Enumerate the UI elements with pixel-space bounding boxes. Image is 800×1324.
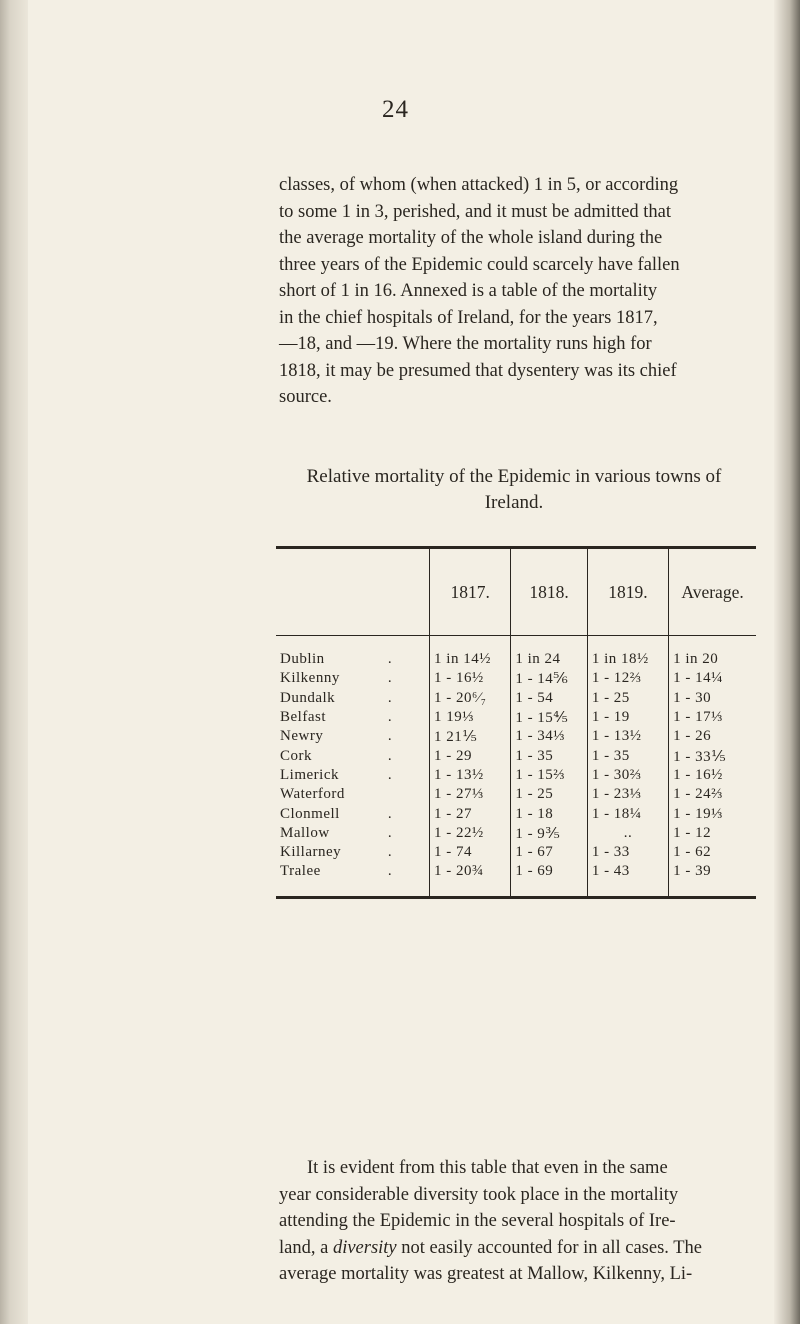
header-town [276,548,430,636]
table-row [276,669,756,688]
page-number: 24 [382,96,409,123]
leader-dot: . [387,863,393,880]
cell-1819: 1 - 13½ [587,727,668,746]
paragraph-line: the average mortality of the whole island during the [279,228,663,248]
cell-1817: 1 19⅓ [430,708,511,727]
leader-dot: . [387,689,393,706]
leader-dot: . [387,844,393,861]
cell-1819: 1 - 43 [587,862,668,897]
table-row [276,689,756,708]
cell-1817: 1 21⅕ [430,727,511,746]
town-cell [276,843,430,862]
cell-1819: 1 - 30⅔ [587,766,668,785]
leader-dot: . [387,805,393,822]
closing-paragraph [279,1155,749,1288]
cell-1817: 1 - 74 [430,843,511,862]
cell-average: 1 - 17⅓ [669,708,756,727]
town-cell [276,804,430,823]
town-cell [276,669,430,688]
leader-dot: . [387,747,393,764]
cell-1818: 1 - 54 [511,689,588,708]
cell-1818: 1 - 15⅘ [511,708,588,727]
paragraph-line: classes, of whom (when attacked) 1 in 5, or according [279,175,679,195]
header-1817: 1817. [430,548,511,636]
town-cell [276,727,430,746]
table-caption [279,464,749,516]
town-cell [276,766,430,785]
town-cell [276,689,430,708]
cell-average: 1 - 39 [669,862,756,897]
town-cell [276,708,430,727]
town-name: Kilkenny [280,670,340,687]
cell-1817: 1 - 16½ [430,669,511,688]
paragraph-line: —18, and —19. Where the mortality runs high for [279,334,652,354]
table-row [276,708,756,727]
cell-1819: 1 - 18¼ [587,804,668,823]
text-run: land, a [279,1237,333,1258]
page-binding-shadow [0,0,28,1324]
paragraph-line: year considerable diversity took place in the mortality [279,1184,679,1205]
town-name: Dublin [280,651,325,668]
cell-1818: 1 - 67 [511,843,588,862]
cell-1817: 1 - 27 [430,804,511,823]
cell-1818: 1 - 34⅓ [511,727,588,746]
town-name: Newry [280,728,324,745]
page-edge-shadow [774,0,800,1324]
leader-dot: . [387,651,393,668]
leader-dot: . [387,824,393,841]
caption-line: Ireland. [484,492,544,513]
cell-average: 1 - 33⅕ [669,746,756,765]
paragraph-line [279,1235,749,1262]
header-1819: 1819. [587,548,668,636]
paragraph-line: three years of the Epidemic could scarcely have fallen [279,254,680,275]
table-row [276,746,756,765]
cell-1817: 1 - 13½ [430,766,511,785]
cell-1817: 1 - 20⁶⁄₇ [430,689,511,708]
cell-1818: 1 - 18 [511,804,588,823]
paragraph-line: It is evident from this table that even in the same [307,1158,668,1178]
cell-1817: 1 in 14½ [430,636,511,670]
cell-1819: 1 - 25 [587,689,668,708]
emphasis-diversity: diversity [332,1237,397,1258]
town-cell [276,636,430,670]
cell-average: 1 - 19⅓ [669,804,756,823]
cell-average: 1 - 62 [669,843,756,862]
town-cell [276,785,430,804]
town-name: Tralee [280,863,321,880]
cell-average: 1 - 16½ [669,766,756,785]
cell-1819: 1 - 19 [587,708,668,727]
text-run: not easily accounted for in all cases. The [396,1237,702,1258]
table-row [276,785,756,804]
opening-paragraph [279,172,747,411]
cell-average: 1 in 20 [669,636,756,670]
cell-1819: 1 - 35 [587,746,668,765]
town-name: Waterford [280,786,345,803]
table-row [276,727,756,746]
table-row [276,843,756,862]
cell-1818: 1 - 9⅗ [511,824,588,843]
town-name: Belfast [280,709,326,726]
table-row [276,804,756,823]
town-cell [276,862,430,897]
cell-1818: 1 - 69 [511,862,588,897]
cell-average: 1 - 26 [669,727,756,746]
table-row [276,636,756,670]
caption-line: Relative mortality of the Epidemic in various towns of [306,466,722,487]
cell-1819: .. [587,824,668,843]
table-header-row [276,548,756,636]
table-row [276,766,756,785]
paragraph-line: average mortality was greatest at Mallow, Kilkenny, Li- [279,1264,693,1284]
town-name: Limerick [280,766,339,783]
leader-dot: . [387,766,393,783]
cell-1817: 1 - 27⅓ [430,785,511,804]
cell-1817: 1 - 22½ [430,824,511,843]
cell-1819: 1 - 23⅓ [587,785,668,804]
cell-average: 1 - 30 [669,689,756,708]
town-name: Dundalk [280,689,336,706]
paragraph-line: in the chief hospitals of Ireland, for the years 1817, [279,307,658,328]
paragraph-line: short of 1 in 16. Annexed is a table of the mortality [279,281,658,301]
cell-1818: 1 - 15⅔ [511,766,588,785]
cell-1817: 1 - 20¾ [430,862,511,897]
cell-1817: 1 - 29 [430,746,511,765]
cell-average: 1 - 24⅔ [669,785,756,804]
paragraph-line: attending the Epidemic in the several hospitals of Ire- [279,1211,676,1231]
mortality-table [276,546,756,899]
header-average: Average. [669,548,756,636]
leader-dot: . [387,728,393,745]
leader-dot: . [387,709,393,726]
town-name: Killarney [280,844,342,861]
cell-average: 1 - 14¼ [669,669,756,688]
cell-1819: 1 in 18½ [587,636,668,670]
paragraph-line: to some 1 in 3, perished, and it must be admitted that [279,201,672,222]
cell-1818: 1 - 25 [511,785,588,804]
leader-dot: . [387,670,393,687]
paragraph-line: 1818, it may be presumed that dysentery was its chief [279,360,677,381]
header-1818: 1818. [511,548,588,636]
town-name: Mallow [280,824,330,841]
cell-average: 1 - 12 [669,824,756,843]
town-cell [276,824,430,843]
table-row [276,862,756,897]
town-name: Cork [280,747,312,764]
table-row [276,824,756,843]
paragraph-line: source. [279,387,332,407]
town-cell [276,746,430,765]
town-name: Clonmell [280,805,340,822]
cell-1818: 1 - 14⅚ [511,669,588,688]
cell-1819: 1 - 33 [587,843,668,862]
cell-1819: 1 - 12⅔ [587,669,668,688]
cell-1818: 1 - 35 [511,746,588,765]
cell-1818: 1 in 24 [511,636,588,670]
